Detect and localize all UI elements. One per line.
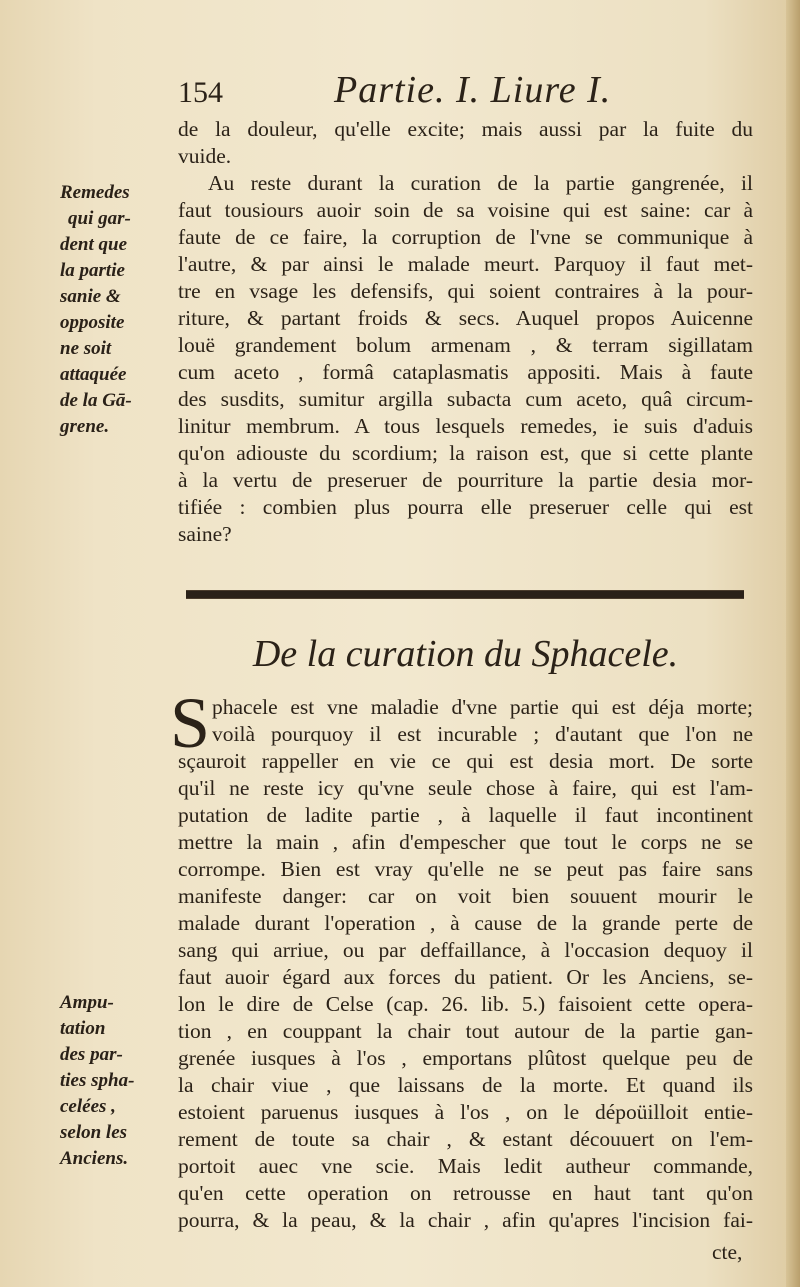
- margin-note-line: dent que: [60, 234, 128, 255]
- text-line: faut tousiours auoir soin de sa voisine qui est saine: car à: [178, 198, 753, 222]
- margin-note-amputation: [60, 990, 170, 1172]
- text-line: voilà pourquoy il est incurable ; d'autant que l'on ne: [212, 722, 753, 746]
- margin-note-line: Remedes: [60, 182, 130, 203]
- margin-note-line: Anciens.: [60, 1148, 129, 1169]
- text-line: lon le dire de Celse (cap. 26. lib. 5.) faisoient cette opera-: [178, 992, 753, 1016]
- margin-note-line: attaquée: [60, 364, 127, 385]
- text-line: pourra, & la peau, & la chair , afin qu'apres l'incision fai-: [178, 1208, 753, 1232]
- page-number: 154: [178, 76, 223, 109]
- text-line: portoit auec vne scie. Mais ledit autheur commande,: [178, 1154, 753, 1178]
- text-line: à la vertu de preseruer de pourriture la partie desia mor-: [178, 468, 753, 492]
- margin-note-line: ties spha-: [60, 1070, 135, 1091]
- text-line: saine?: [178, 522, 232, 546]
- text-line: Au reste durant la curation de la partie gangrenée, il: [208, 171, 753, 195]
- text-line: riture, & partant froids & secs. Auquel propos Auicenne: [178, 306, 753, 330]
- text-line: manifeste danger: car on voit bien souuent mourir le: [178, 884, 753, 908]
- section-title: De la curation du Sphacele.: [252, 633, 679, 675]
- text-line: sang qui arriue, ou par deffaillance, à l'occasion dequoy il: [178, 938, 753, 962]
- text-line: putation de ladite partie , à laquelle il faut incontinent: [178, 803, 753, 827]
- margin-note-line: la partie: [60, 260, 125, 281]
- text-line: sçauroit rappeller en vie ce qui est desia mort. De sorte: [178, 749, 753, 773]
- text-line: estoient paruenus iusques à l'os , on le dépoüilloit entie-: [178, 1100, 753, 1124]
- text-line: qu'il ne reste icy qu'vne seule chose à faire, qui est l'am-: [178, 776, 753, 800]
- text-line: la chair viue , que laissans de la morte. Et quand ils: [178, 1073, 753, 1097]
- margin-note-line: de la Gā-: [60, 390, 132, 411]
- catchword: cte,: [712, 1240, 743, 1264]
- margin-note-line: selon les: [60, 1122, 128, 1143]
- running-title: Partie. I. Liure I.: [334, 69, 612, 111]
- margin-note-remedies: [60, 180, 170, 440]
- margin-note-line: grene.: [60, 416, 110, 437]
- text-line: linitur membrum. A tous lesquels remedes, ie suis d'aduis: [178, 414, 753, 438]
- text-line: des susdits, sumitur argilla subacta cum aceto, quâ circum-: [178, 387, 753, 411]
- margin-note-line: qui gar-: [68, 208, 131, 229]
- text-line: vuide.: [178, 144, 232, 168]
- text-line: faute de ce faire, la corruption de l'vne se communique à: [178, 225, 753, 249]
- running-head: [178, 68, 738, 118]
- margin-note-line: tation: [60, 1018, 106, 1039]
- text-line: tifiée : combien plus pourra elle preseruer celle qui est: [178, 495, 753, 519]
- text-line: tion , en couppant la chair tout autour de la partie gan-: [178, 1019, 753, 1043]
- margin-note-line: opposite: [60, 312, 125, 333]
- text-line: qu'en cette operation on retrousse en haut tant qu'on: [178, 1181, 753, 1205]
- margin-note-line: des par-: [60, 1044, 123, 1065]
- text-line: rement de toute sa chair , & estant découuert on l'em-: [178, 1127, 753, 1151]
- drop-cap: S: [170, 683, 211, 763]
- text-line: phacele est vne maladie d'vne partie qui est déja morte;: [212, 695, 753, 719]
- text-line: louë grandement bolum armenam , & terram sigillatam: [178, 333, 753, 357]
- text-line: de la douleur, qu'elle excite; mais aussi par la fuite du: [178, 117, 753, 141]
- text-line: cum aceto , formâ cataplasmatis appositi. Mais à faute: [178, 360, 753, 384]
- margin-note-line: sanie &: [60, 286, 121, 307]
- text-line: qu'on adiouste du scordium; la raison est, que si cette plante: [178, 441, 753, 465]
- text-line: corrompe. Bien est vray qu'elle ne se peut pas faire sans: [178, 857, 753, 881]
- section-divider: [186, 590, 744, 599]
- margin-note-line: Ampu-: [60, 992, 114, 1013]
- margin-note-line: ne soit: [60, 338, 112, 359]
- margin-note-line: celées ,: [60, 1096, 116, 1117]
- text-line: mettre la main , afin d'empescher que tout le corps ne se: [178, 830, 753, 854]
- text-line: grenée iusques à l'os , emportans plûtost quelque peu de: [178, 1046, 753, 1070]
- text-line: l'autre, & par ainsi le malade meurt. Parquoy il faut met-: [178, 252, 753, 276]
- text-line: faut auoir égard aux forces du patient. Or les Anciens, se-: [178, 965, 753, 989]
- text-line: tre en vsage les defensifs, qui soient contraires à la pour-: [178, 279, 753, 303]
- text-line: malade durant l'operation , à cause de la grande perte de: [178, 911, 753, 935]
- paragraph-gangrene-care: [178, 116, 753, 548]
- page-edge-shadow: [786, 0, 800, 1287]
- paragraph-sphacelus-cure: [178, 694, 753, 1234]
